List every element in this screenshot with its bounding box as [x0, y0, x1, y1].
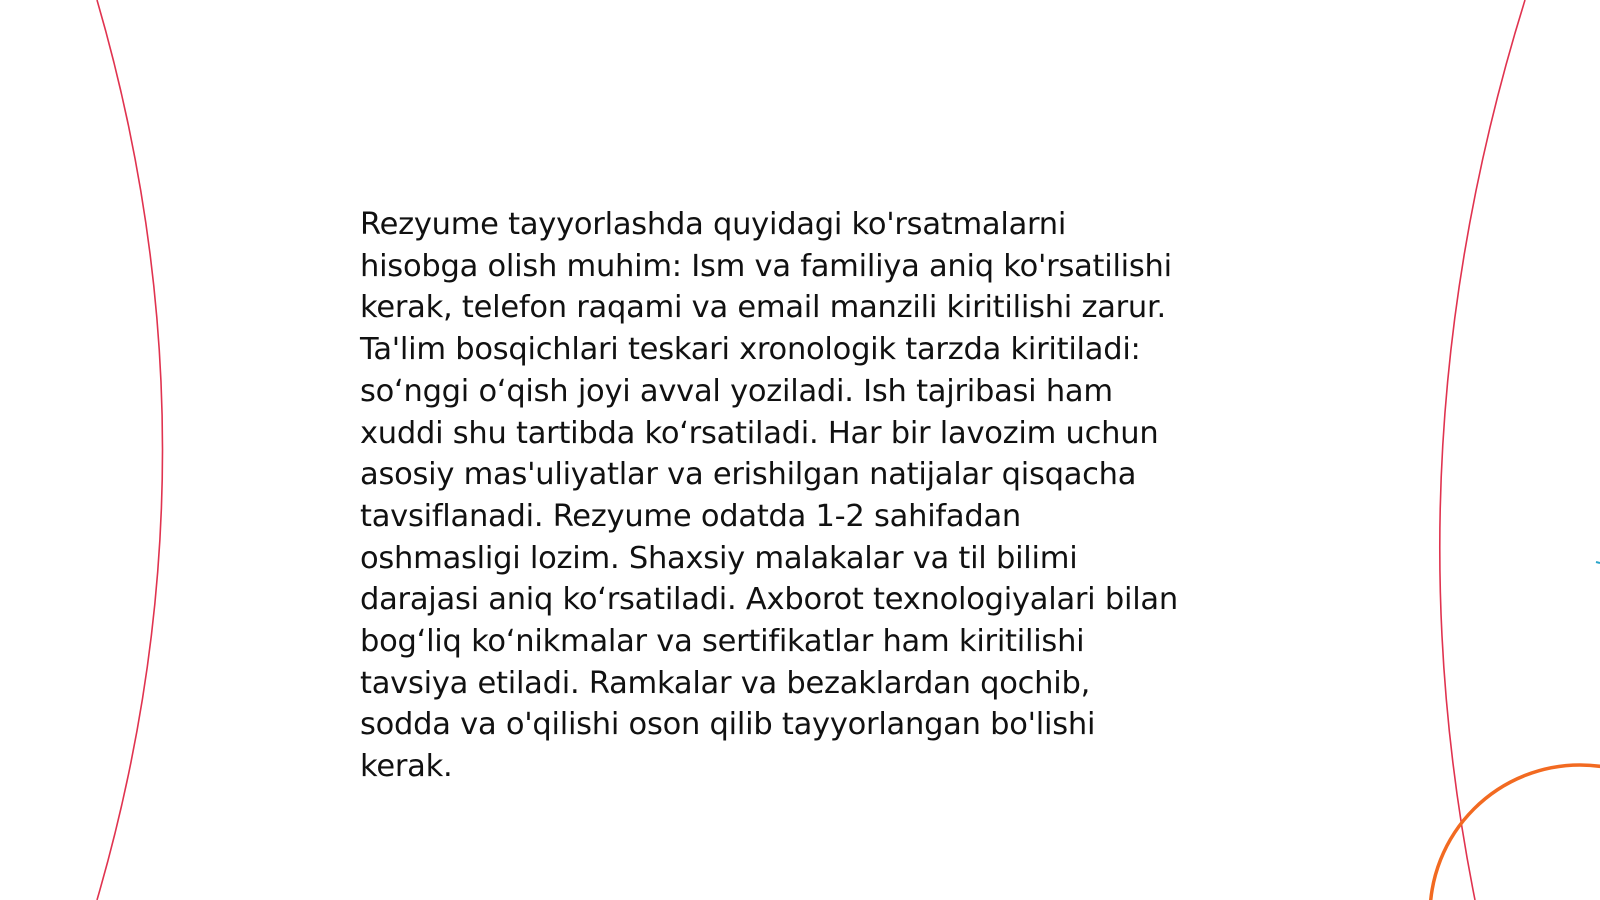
right-arc-decoration	[1440, 0, 1525, 900]
left-arc-decoration	[97, 0, 163, 900]
body-text: Rezyume tayyorlashda quyidagi ko'rsatmalarni hisobga olish muhim: Ism va familiya aniq ko'rsatilishi kerak, telefon raqami va email manzili kiritilishi zarur. Ta'lim bosqichlari teskari xronologik tarzda kiritiladi: so‘nggi o‘qish joyi avval yoziladi. Ish tajribasi ham xuddi shu tartibda ko‘rsatiladi. Har bir lavozim uchun asosiy mas'uliyatlar va erishilgan natijalar qisqacha tavsiflanadi. Rezyume odatda 1-2 sahifadan oshmasligi lozim. Shaxsiy malakalar va til bilimi darajasi aniq ko‘rsatiladi. Axborot texnologiyalari bilan bog‘liq ko‘nikmalar va sertifikatlar ham kiritilishi tavsiya etiladi. Ramkalar va bezaklardan qochib, sodda va o'qilishi oson qilib tayyorlangan bo'lishi kerak.	[360, 207, 1178, 785]
teal-mark-decoration	[1596, 562, 1600, 563]
